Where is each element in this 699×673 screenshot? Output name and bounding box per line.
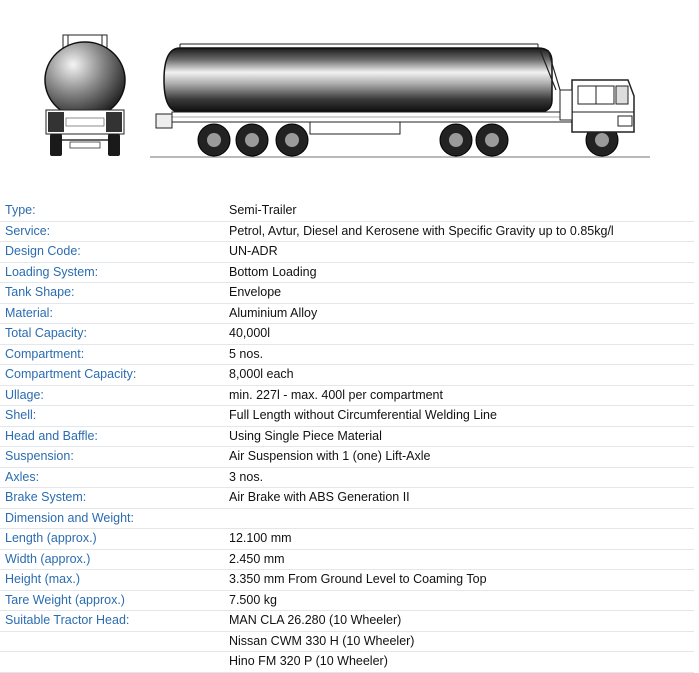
spec-value: 7.500 kg	[225, 590, 694, 611]
spec-label: Axles:	[0, 467, 225, 488]
spec-row	[0, 447, 694, 468]
spec-row	[0, 406, 694, 427]
spec-row	[0, 303, 694, 324]
spec-label: Brake System:	[0, 488, 225, 509]
spec-value: 5 nos.	[225, 344, 694, 365]
side-view	[150, 44, 650, 157]
spec-row	[0, 221, 694, 242]
spec-row	[0, 283, 694, 304]
spec-label: Suitable Tractor Head:	[0, 611, 225, 632]
spec-row	[0, 549, 694, 570]
specification-table	[0, 201, 694, 673]
spec-label: Ullage:	[0, 385, 225, 406]
spec-label: Compartment:	[0, 344, 225, 365]
spec-value: Hino FM 320 P (10 Wheeler)	[225, 652, 694, 673]
spec-row	[0, 590, 694, 611]
spec-label: Dimension and Weight:	[0, 508, 225, 529]
spec-value: 40,000l	[225, 324, 694, 345]
spec-label: Compartment Capacity:	[0, 365, 225, 386]
spec-label	[0, 652, 225, 673]
spec-value: Petrol, Avtur, Diesel and Kerosene with Specific Gravity up to 0.85kg/l	[225, 221, 694, 242]
spec-value: UN-ADR	[225, 242, 694, 263]
spec-label: Material:	[0, 303, 225, 324]
spec-label: Total Capacity:	[0, 324, 225, 345]
spec-row	[0, 488, 694, 509]
spec-row	[0, 570, 694, 591]
spec-value: 12.100 mm	[225, 529, 694, 550]
spec-value: MAN CLA 26.280 (10 Wheeler)	[225, 611, 694, 632]
spec-label: Design Code:	[0, 242, 225, 263]
spec-label: Service:	[0, 221, 225, 242]
spec-label: Height (max.)	[0, 570, 225, 591]
spec-value: Air Suspension with 1 (one) Lift-Axle	[225, 447, 694, 468]
spec-label: Loading System:	[0, 262, 225, 283]
spec-label: Head and Baffle:	[0, 426, 225, 447]
spec-value: Air Brake with ABS Generation II	[225, 488, 694, 509]
spec-label: Tare Weight (approx.)	[0, 590, 225, 611]
spec-value: Full Length without Circumferential Welding Line	[225, 406, 694, 427]
spec-row	[0, 652, 694, 673]
tanker-truck-illustration	[0, 0, 699, 195]
spec-row	[0, 262, 694, 283]
spec-row	[0, 201, 694, 221]
spec-value: Semi-Trailer	[225, 201, 694, 221]
spec-row	[0, 365, 694, 386]
spec-value: Bottom Loading	[225, 262, 694, 283]
spec-label: Shell:	[0, 406, 225, 427]
spec-value: Nissan CWM 330 H (10 Wheeler)	[225, 631, 694, 652]
spec-value: min. 227l - max. 400l per compartment	[225, 385, 694, 406]
spec-value: 3.350 mm From Ground Level to Coaming Top	[225, 570, 694, 591]
spec-row	[0, 631, 694, 652]
spec-value: 3 nos.	[225, 467, 694, 488]
spec-value: 8,000l each	[225, 365, 694, 386]
spec-value: Envelope	[225, 283, 694, 304]
spec-label: Type:	[0, 201, 225, 221]
spec-row	[0, 344, 694, 365]
spec-row	[0, 242, 694, 263]
spec-value: Using Single Piece Material	[225, 426, 694, 447]
spec-row	[0, 385, 694, 406]
spec-label: Length (approx.)	[0, 529, 225, 550]
spec-label	[0, 631, 225, 652]
spec-row	[0, 467, 694, 488]
spec-row	[0, 324, 694, 345]
rear-view	[45, 35, 125, 156]
spec-value: 2.450 mm	[225, 549, 694, 570]
spec-row	[0, 529, 694, 550]
spec-value: Aluminium Alloy	[225, 303, 694, 324]
spec-row	[0, 426, 694, 447]
spec-value	[225, 508, 694, 529]
spec-label: Suspension:	[0, 447, 225, 468]
spec-label: Tank Shape:	[0, 283, 225, 304]
spec-label: Width (approx.)	[0, 549, 225, 570]
spec-row	[0, 611, 694, 632]
spec-row	[0, 508, 694, 529]
